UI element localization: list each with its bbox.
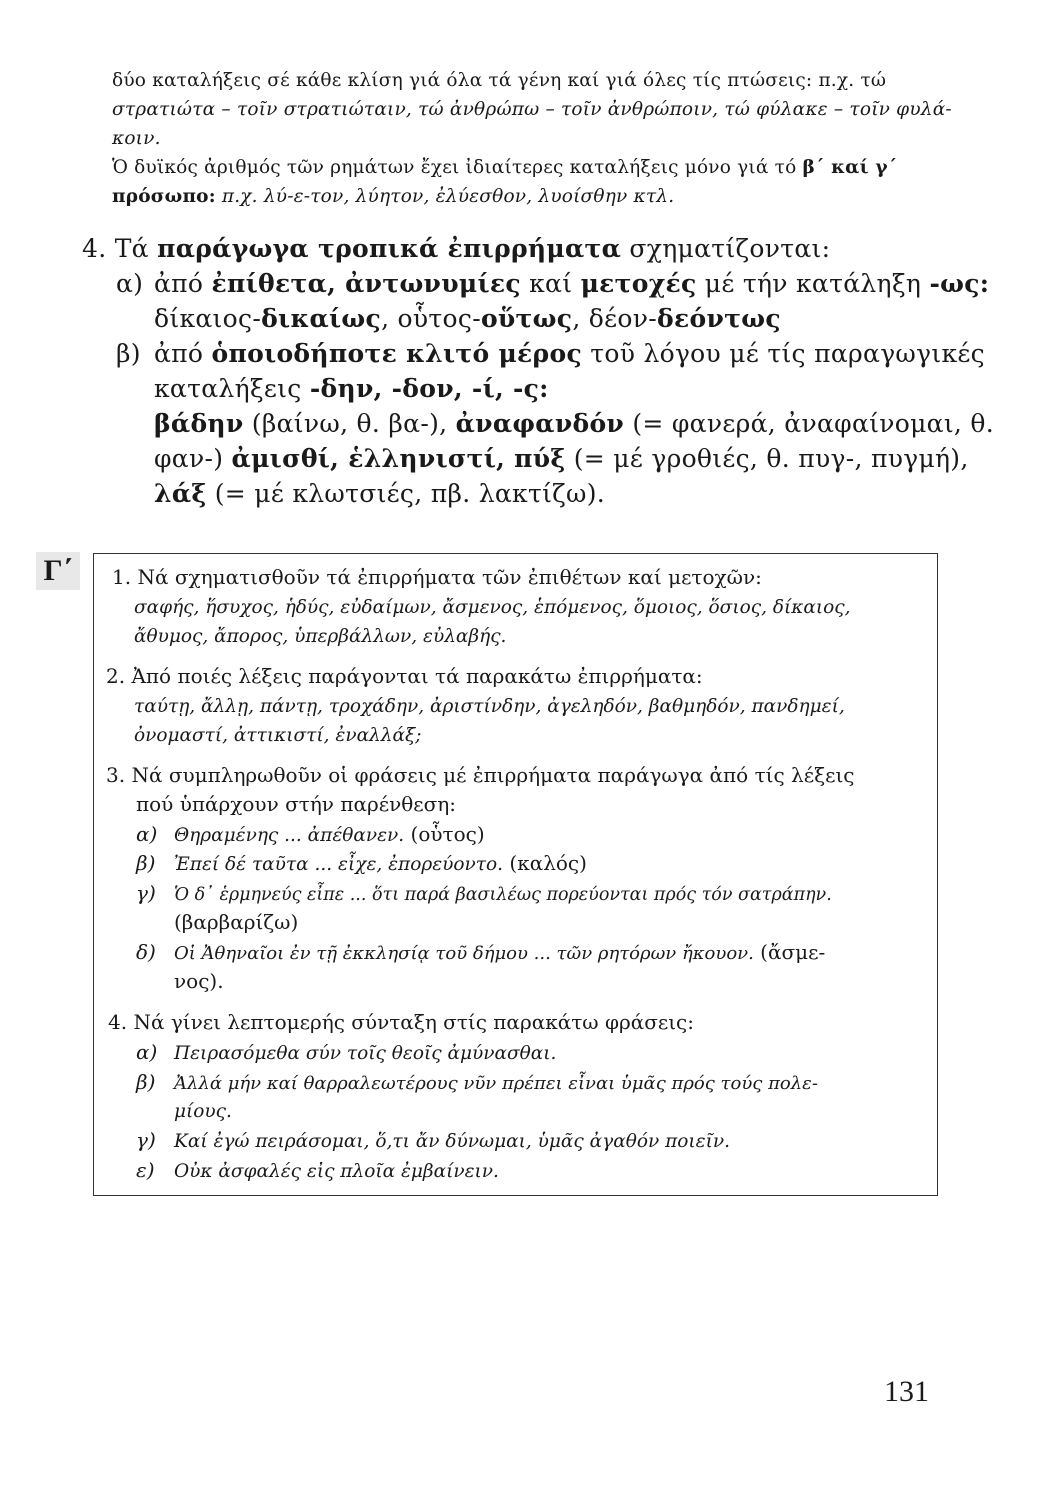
- rule-4-b-line-1: [116, 338, 985, 369]
- rule-4-b-line-4: [154, 443, 969, 474]
- rule-4-a-line-2: [154, 303, 781, 334]
- exercise-3-b-label: β): [136, 851, 156, 875]
- rule-4-a-text-3: μέ τήν κατάληξη: [696, 269, 930, 298]
- exercise-2: [106, 662, 703, 691]
- rule-4-a-word-2: , οὗτος-: [381, 304, 481, 333]
- intro-line-2: στρατιώτα – τοῖν στρατιώταιν, τώ ἀνθρώπω – τοῖν ἀνθρώποιν, τώ φύλακε – τοῖν φυλά-: [112, 99, 952, 120]
- rule-4-b-line-2: [154, 373, 549, 404]
- exercise-1-words-1: σαφής, ἥσυχος, ἡδύς, εὐδαίμων, ἄσμενος, ἑπόμενος, ὅμοιος, ὅσιος, δίκαιος,: [134, 597, 851, 618]
- exercise-4-e-sentence: Οὐκ ἀσφαλές εἰς πλοῖα ἐμβαίνειν.: [174, 1161, 499, 1182]
- rule-4-a-bold-1: ἐπίθετα, ἀντωνυμίες: [211, 269, 521, 298]
- exercise-4-a-label: α): [136, 1040, 158, 1064]
- exercise-4-b-sentence: Ἀλλά μήν καί θαρραλεωτέρους νῦν πρέπει εἶναι ὑμᾶς πρός τούς πολε-: [174, 1073, 818, 1094]
- exercise-3: [106, 761, 855, 790]
- exercise-2-words-1: ταύτῃ, ἄλλῃ, πάντῃ, τροχάδην, ἀριστίνδην, ἀγεληδόν, βαθμηδόν, πανδημεί,: [134, 696, 845, 717]
- rule-4-b-adv-2: ἀναφανδόν: [455, 409, 625, 438]
- exercise-4-b-continued: μίους.: [174, 1101, 232, 1122]
- exercise-4-b: [136, 1068, 818, 1098]
- exercise-4-e-label: ε): [136, 1158, 155, 1182]
- rule-4-a-adv-2: οὕτως: [480, 304, 573, 333]
- intro-line-5: [112, 182, 674, 211]
- rule-4-b-gloss-5: (= μέ κλωτσιές, πβ. λακτίζω).: [206, 479, 606, 508]
- rule-4-b-adv-4: λάξ: [154, 479, 207, 508]
- rule-4-a-text-2: καί: [520, 269, 581, 298]
- exercise-3-d: [136, 938, 825, 968]
- rule-4-heading: [82, 233, 830, 264]
- rule-4-b-line-5: [154, 478, 605, 509]
- exercise-3-a-sentence: Θηραμένης ... ἀπέθανεν.: [174, 825, 405, 846]
- exercise-2-text: Ἀπό ποιές λέξεις παράγονται τά παρακάτω ἐπιρρήματα:: [131, 664, 703, 688]
- rule-4-a-text-1: ἀπό: [154, 269, 212, 298]
- rule-4-b-text-3: καταλήξεις: [154, 374, 310, 403]
- exercise-1-words-2: ἄθυμος, ἄπορος, ὑπερβάλλων, εὐλαβής.: [134, 626, 507, 647]
- exercise-4-c-sentence: Καί ἐγώ πειράσομαι, ὅ,τι ἄν δύνωμαι, ὑμᾶς ἀγαθόν ποιεῖν.: [174, 1131, 730, 1152]
- rule-4-a-line-1: [116, 268, 989, 299]
- rule-4-a-label: α): [116, 269, 144, 298]
- exercise-3-a: [136, 820, 485, 850]
- exercise-1-number: 1.: [112, 565, 132, 589]
- exercise-3-d-hint: (ἄσμε-: [753, 940, 826, 964]
- intro-line-1: δύο καταλήξεις σέ κάθε κλίση γιά όλα τά γένη καί γιά όλες τίς πτώσεις: π.χ. τώ: [112, 70, 887, 91]
- exercise-4-text: Νά γίνει λεπτομερής σύνταξη στίς παρακάτω φράσεις:: [133, 1010, 694, 1034]
- exercise-3-b: [136, 849, 587, 879]
- exercise-3-d-label: δ): [136, 940, 156, 964]
- rule-4-text-a: Τά: [114, 234, 158, 263]
- rule-4-b-label: β): [116, 339, 141, 368]
- exercise-2-number: 2.: [106, 664, 126, 688]
- exercise-3-a-label: α): [136, 822, 158, 846]
- rule-4-b-line-3: [154, 408, 994, 439]
- rule-4-b-adv-3: ἀμισθί, ἑλληνιστί, πύξ: [231, 444, 566, 473]
- exercise-1: [112, 563, 762, 592]
- exercise-4-c-label: γ): [136, 1128, 156, 1152]
- exercise-4: [108, 1008, 694, 1037]
- rule-4-b-text-1: ἀπό: [154, 339, 212, 368]
- intro-line-4-bold: β΄ καί γ΄: [802, 157, 898, 178]
- exercise-1-text: Νά σχηματισθοῦν τά ἐπιρρήματα τῶν ἐπιθέτων καί μετοχῶν:: [137, 565, 762, 589]
- exercise-3-b-hint: (καλός): [503, 851, 587, 875]
- rule-4-text-c: σχηματίζονται:: [621, 234, 831, 263]
- intro-line-5-bold: πρόσωπο:: [112, 186, 216, 207]
- page-number: 131: [884, 1375, 929, 1408]
- rule-4-b-adv-1: βάδην: [154, 409, 244, 438]
- exercise-4-e: [136, 1156, 499, 1186]
- exercise-3-c: [136, 879, 832, 910]
- exercise-3-text-2: πού ὑπάρχουν στήν παρένθεση:: [136, 792, 457, 816]
- exercise-4-a-sentence: Πειρασόμεθα σύν τοῖς θεοῖς ἀμύνασθαι.: [174, 1043, 557, 1064]
- rule-4-a-word-1: δίκαιος-: [154, 304, 262, 333]
- rule-4-a-suffix: -ως:: [929, 269, 990, 298]
- exercise-3-c-hint: (βαρβαρίζω): [174, 910, 299, 934]
- intro-line-4: [112, 153, 897, 182]
- intro-line-4-text: Ὁ δυϊκός ἀριθμός τῶν ρημάτων ἔχει ἰδιαίτερες καταλήξεις μόνο γιά τό: [112, 157, 803, 178]
- exercise-3-a-hint: (οὗτος): [404, 822, 485, 846]
- exercise-3-b-sentence: Ἐπεί δέ ταῦτα ... εἶχε, ἐπορεύοντο.: [174, 854, 504, 875]
- exercise-4-a: [136, 1038, 556, 1068]
- rule-4-a-word-3: , δέον-: [572, 304, 658, 333]
- rule-4-b-text-2: τοῦ λόγου μέ τίς παραγωγικές: [581, 339, 985, 368]
- rule-4-b-gloss-2: (= φανερά, ἀναφαίνομαι, θ.: [624, 409, 995, 438]
- exercise-3-c-sentence: Ὁ δ᾽ ἑρμηνεύς εἶπε ... ὅτι παρά βασιλέως πορεύονται πρός τόν σατράπην.: [174, 885, 832, 905]
- exercise-3-d-hint-2: νος).: [174, 969, 224, 993]
- rule-4-b-gloss-1: (βαίνω, θ. βα-),: [243, 409, 456, 438]
- intro-line-5-text: π.χ. λύ-ε-τον, λύητον, ἐλύεσθον, λυοίσθην κτλ.: [215, 186, 675, 207]
- exercise-3-number: 3.: [106, 763, 126, 787]
- rule-4-bold: παράγωγα τροπικά ἐπιρρήματα: [157, 234, 622, 263]
- section-mark: Γ΄: [36, 552, 80, 590]
- rule-4-a-adv-1: δικαίως: [261, 304, 382, 333]
- exercise-3-c-label: γ): [136, 881, 156, 905]
- exercise-4-c: [136, 1126, 730, 1156]
- exercise-3-d-sentence: Οἱ Ἀθηναῖοι ἐν τῇ ἐκκλησίᾳ τοῦ δήμου ... τῶν ρητόρων ἤκουον.: [174, 943, 754, 964]
- rule-4-a-adv-3: δεόντως: [657, 304, 781, 333]
- rule-4-a-bold-2: μετοχές: [580, 269, 697, 298]
- intro-line-3: κοιν.: [112, 128, 161, 149]
- exercise-4-number: 4.: [108, 1010, 128, 1034]
- rule-4-number: 4.: [82, 234, 107, 263]
- rule-4-b-bold: ὁποιοδήποτε κλιτό μέρος: [211, 339, 582, 368]
- rule-4-b-gloss-4: (= μέ γροθιές, θ. πυγ-, πυγμή),: [565, 444, 969, 473]
- rule-4-b-suffixes: -δην, -δον, -ί, -ς:: [309, 374, 549, 403]
- rule-4-b-gloss-3: φαν-): [154, 444, 232, 473]
- exercise-3-text-1: Νά συμπληρωθοῦν οἱ φράσεις μέ ἐπιρρήματα παράγωγα ἀπό τίς λέξεις: [131, 763, 855, 787]
- exercise-4-b-label: β): [136, 1070, 156, 1094]
- exercise-2-words-2: ὀνομαστί, ἀττικιστί, ἐναλλάξ;: [134, 725, 422, 746]
